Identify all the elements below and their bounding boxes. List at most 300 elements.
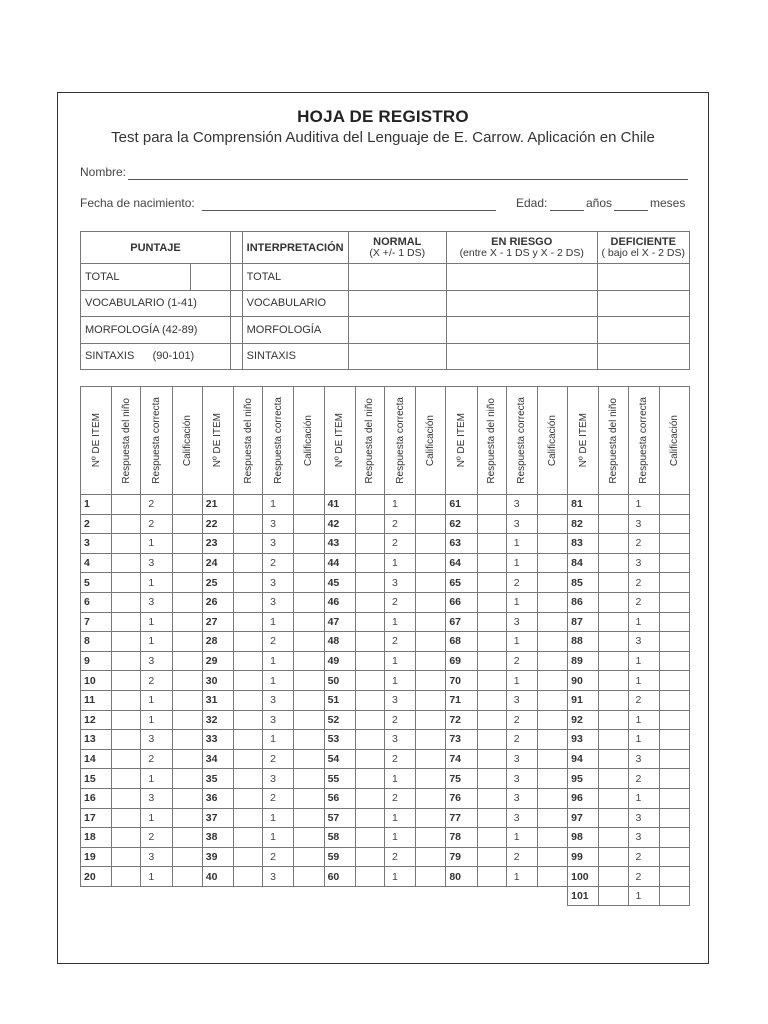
score-cell[interactable] xyxy=(416,632,446,652)
child-answer-cell[interactable] xyxy=(355,828,384,848)
table-row xyxy=(81,651,690,671)
child-answer-cell[interactable] xyxy=(112,671,141,691)
score-cell[interactable] xyxy=(537,573,567,593)
score-cell[interactable] xyxy=(172,671,202,691)
correct-answer: 3 xyxy=(263,769,294,789)
item-number: 92 xyxy=(568,710,599,730)
child-answer-cell[interactable] xyxy=(355,573,384,593)
item-number: 72 xyxy=(446,710,477,730)
score-cell[interactable] xyxy=(537,828,567,848)
item-number: 87 xyxy=(568,612,599,632)
child-answer-cell[interactable] xyxy=(112,808,141,828)
child-answer-cell[interactable] xyxy=(477,651,506,671)
score-cell[interactable] xyxy=(659,495,689,515)
empty-cell xyxy=(416,886,446,906)
score-cell[interactable] xyxy=(172,788,202,808)
child-answer-cell[interactable] xyxy=(233,808,262,828)
score-cell[interactable] xyxy=(537,592,567,612)
child-answer-cell[interactable] xyxy=(233,514,262,534)
correct-answer: 3 xyxy=(141,788,172,808)
item-number: 45 xyxy=(324,573,355,593)
score-cell[interactable] xyxy=(659,886,689,906)
item-number: 5 xyxy=(81,573,112,593)
deficiente-cell[interactable] xyxy=(597,264,690,291)
score-cell[interactable] xyxy=(172,749,202,769)
child-answer-cell[interactable] xyxy=(355,553,384,573)
child-answer-cell[interactable] xyxy=(599,886,628,906)
score-cell[interactable] xyxy=(294,808,324,828)
correct-answer: 3 xyxy=(506,612,537,632)
child-answer-cell[interactable] xyxy=(233,553,262,573)
child-answer-cell[interactable] xyxy=(112,534,141,554)
score-cell[interactable] xyxy=(659,612,689,632)
child-answer-cell[interactable] xyxy=(112,769,141,789)
child-answer-cell[interactable] xyxy=(599,514,628,534)
child-answer-cell[interactable] xyxy=(355,769,384,789)
score-cell[interactable] xyxy=(172,710,202,730)
correct-answer: 3 xyxy=(263,690,294,710)
riesgo-label: EN RIESGO xyxy=(491,235,553,248)
nombre-field[interactable] xyxy=(128,179,688,180)
meses-label: meses xyxy=(650,196,686,210)
column-header xyxy=(628,387,659,495)
score-cell[interactable] xyxy=(537,788,567,808)
score-cell[interactable] xyxy=(172,534,202,554)
score-cell[interactable] xyxy=(537,847,567,867)
child-answer-cell[interactable] xyxy=(599,788,628,808)
child-answer-cell[interactable] xyxy=(112,651,141,671)
edad-anos-field[interactable] xyxy=(550,210,584,211)
item-number: 61 xyxy=(446,495,477,515)
score-cell[interactable] xyxy=(659,592,689,612)
score-cell[interactable] xyxy=(659,671,689,691)
score-cell[interactable] xyxy=(294,632,324,652)
score-cell[interactable] xyxy=(659,690,689,710)
score-cell[interactable] xyxy=(416,573,446,593)
child-answer-cell[interactable] xyxy=(477,730,506,750)
score-cell[interactable] xyxy=(537,534,567,554)
score-cell[interactable] xyxy=(172,651,202,671)
child-answer-cell[interactable] xyxy=(355,671,384,691)
child-answer-cell[interactable] xyxy=(233,730,262,750)
item-number: 9 xyxy=(81,651,112,671)
child-answer-cell[interactable] xyxy=(112,749,141,769)
riesgo-range: (entre X - 1 DS y X - 2 DS) xyxy=(459,246,584,259)
score-cell[interactable] xyxy=(537,495,567,515)
column-header-label: Respuesta del niño xyxy=(607,397,619,484)
score-cell[interactable] xyxy=(172,769,202,789)
correct-answer: 1 xyxy=(263,671,294,691)
score-cell[interactable] xyxy=(172,495,202,515)
score-cell[interactable] xyxy=(294,651,324,671)
child-answer-cell[interactable] xyxy=(233,632,262,652)
child-answer-cell[interactable] xyxy=(112,730,141,750)
score-cell[interactable] xyxy=(294,847,324,867)
child-answer-cell[interactable] xyxy=(112,690,141,710)
child-answer-cell[interactable] xyxy=(477,592,506,612)
child-answer-cell[interactable] xyxy=(355,632,384,652)
score-cell[interactable] xyxy=(294,730,324,750)
normal-cell[interactable] xyxy=(348,264,446,291)
score-cell[interactable] xyxy=(294,788,324,808)
score-cell[interactable] xyxy=(416,553,446,573)
score-cell[interactable] xyxy=(659,788,689,808)
child-answer-cell[interactable] xyxy=(355,710,384,730)
child-answer-cell[interactable] xyxy=(112,612,141,632)
normal-cell[interactable] xyxy=(348,290,446,317)
child-answer-cell[interactable] xyxy=(477,534,506,554)
score-cell[interactable] xyxy=(416,514,446,534)
score-cell[interactable] xyxy=(537,867,567,887)
score-cell[interactable] xyxy=(172,553,202,573)
score-cell[interactable] xyxy=(659,710,689,730)
correct-answer: 3 xyxy=(141,651,172,671)
child-answer-cell[interactable] xyxy=(599,612,628,632)
child-answer-cell[interactable] xyxy=(477,867,506,887)
empty-cell xyxy=(172,886,202,906)
child-answer-cell[interactable] xyxy=(233,651,262,671)
child-answer-cell[interactable] xyxy=(233,573,262,593)
item-number: 10 xyxy=(81,671,112,691)
child-answer-cell[interactable] xyxy=(112,710,141,730)
child-answer-cell[interactable] xyxy=(599,573,628,593)
child-answer-cell[interactable] xyxy=(599,651,628,671)
score-cell[interactable] xyxy=(416,710,446,730)
item-number: 31 xyxy=(202,690,233,710)
score-cell[interactable] xyxy=(294,828,324,848)
score-cell[interactable] xyxy=(659,534,689,554)
item-number: 35 xyxy=(202,769,233,789)
child-answer-cell[interactable] xyxy=(477,612,506,632)
child-answer-cell[interactable] xyxy=(355,808,384,828)
column-header-label: Respuesta del niño xyxy=(242,397,254,484)
score-cell[interactable] xyxy=(659,749,689,769)
correct-answer: 1 xyxy=(506,671,537,691)
score-cell[interactable] xyxy=(659,828,689,848)
child-answer-cell[interactable] xyxy=(599,534,628,554)
score-value-cell[interactable] xyxy=(191,264,231,291)
score-cell[interactable] xyxy=(294,553,324,573)
page-title: HOJA DE REGISTRO xyxy=(297,107,469,126)
child-answer-cell[interactable] xyxy=(599,592,628,612)
item-number: 71 xyxy=(446,690,477,710)
column-header xyxy=(599,387,628,495)
score-cell[interactable] xyxy=(416,730,446,750)
riesgo-cell[interactable] xyxy=(446,290,597,317)
item-number: 55 xyxy=(324,769,355,789)
child-answer-cell[interactable] xyxy=(477,573,506,593)
score-cell[interactable] xyxy=(294,534,324,554)
score-cell[interactable] xyxy=(294,749,324,769)
score-cell[interactable] xyxy=(659,553,689,573)
score-cell[interactable] xyxy=(659,769,689,789)
correct-answer: 1 xyxy=(263,730,294,750)
score-cell[interactable] xyxy=(537,808,567,828)
score-cell[interactable] xyxy=(294,690,324,710)
score-cell[interactable] xyxy=(294,867,324,887)
correct-answer: 2 xyxy=(263,847,294,867)
score-cell[interactable] xyxy=(537,710,567,730)
child-answer-cell[interactable] xyxy=(355,592,384,612)
score-cell[interactable] xyxy=(172,808,202,828)
item-number: 100 xyxy=(568,867,599,887)
score-cell[interactable] xyxy=(659,632,689,652)
child-answer-cell[interactable] xyxy=(477,769,506,789)
item-number: 68 xyxy=(446,632,477,652)
child-answer-cell[interactable] xyxy=(233,749,262,769)
child-answer-cell[interactable] xyxy=(233,867,262,887)
child-answer-cell[interactable] xyxy=(599,808,628,828)
child-answer-cell[interactable] xyxy=(112,788,141,808)
child-answer-cell[interactable] xyxy=(599,710,628,730)
correct-answer: 1 xyxy=(141,690,172,710)
score-cell[interactable] xyxy=(416,808,446,828)
column-header-label: Respuesta correcta xyxy=(638,397,650,484)
correct-answer: 2 xyxy=(384,710,415,730)
score-cell[interactable] xyxy=(294,612,324,632)
item-number: 94 xyxy=(568,749,599,769)
riesgo-cell[interactable] xyxy=(446,317,597,344)
score-cell[interactable] xyxy=(659,808,689,828)
child-answer-cell[interactable] xyxy=(477,690,506,710)
score-cell[interactable] xyxy=(416,534,446,554)
item-number: 24 xyxy=(202,553,233,573)
normal-cell[interactable] xyxy=(348,343,446,370)
score-cell[interactable] xyxy=(537,651,567,671)
child-answer-cell[interactable] xyxy=(233,612,262,632)
riesgo-cell[interactable] xyxy=(446,264,597,291)
item-number: 63 xyxy=(446,534,477,554)
correct-answer: 1 xyxy=(628,710,659,730)
child-answer-cell[interactable] xyxy=(599,690,628,710)
riesgo-cell[interactable] xyxy=(446,343,597,370)
edad-meses-field[interactable] xyxy=(614,210,648,211)
item-number: 66 xyxy=(446,592,477,612)
child-answer-cell[interactable] xyxy=(599,671,628,691)
fecha-field[interactable] xyxy=(202,210,496,211)
column-header-label: Respuesta correcta xyxy=(150,397,162,484)
score-cell[interactable] xyxy=(659,514,689,534)
score-cell[interactable] xyxy=(537,690,567,710)
correct-answer: 3 xyxy=(628,749,659,769)
item-number: 33 xyxy=(202,730,233,750)
empty-cell xyxy=(294,886,324,906)
child-answer-cell[interactable] xyxy=(477,514,506,534)
child-answer-cell[interactable] xyxy=(355,847,384,867)
child-answer-cell[interactable] xyxy=(233,671,262,691)
child-answer-cell[interactable] xyxy=(477,632,506,652)
child-answer-cell[interactable] xyxy=(477,553,506,573)
score-cell[interactable] xyxy=(416,769,446,789)
score-cell[interactable] xyxy=(537,553,567,573)
child-answer-cell[interactable] xyxy=(599,867,628,887)
child-answer-cell[interactable] xyxy=(112,867,141,887)
score-cell[interactable] xyxy=(537,612,567,632)
table-row xyxy=(81,828,690,848)
child-answer-cell[interactable] xyxy=(355,534,384,554)
child-answer-cell[interactable] xyxy=(112,573,141,593)
child-answer-cell[interactable] xyxy=(599,495,628,515)
item-number: 50 xyxy=(324,671,355,691)
score-cell[interactable] xyxy=(294,710,324,730)
score-cell[interactable] xyxy=(416,828,446,848)
score-cell[interactable] xyxy=(537,730,567,750)
score-cell[interactable] xyxy=(659,730,689,750)
child-answer-cell[interactable] xyxy=(233,828,262,848)
child-answer-cell[interactable] xyxy=(233,847,262,867)
child-answer-cell[interactable] xyxy=(112,553,141,573)
normal-label: NORMAL xyxy=(373,235,422,248)
child-answer-cell[interactable] xyxy=(112,495,141,515)
column-header xyxy=(202,387,233,495)
score-cell[interactable] xyxy=(294,671,324,691)
correct-answer: 2 xyxy=(141,514,172,534)
child-answer-cell[interactable] xyxy=(477,847,506,867)
child-answer-cell[interactable] xyxy=(599,632,628,652)
score-cell[interactable] xyxy=(659,573,689,593)
column-header xyxy=(263,387,294,495)
item-number: 52 xyxy=(324,710,355,730)
deficiente-cell[interactable] xyxy=(597,290,690,317)
score-cell[interactable] xyxy=(172,632,202,652)
child-answer-cell[interactable] xyxy=(355,612,384,632)
child-answer-cell[interactable] xyxy=(477,710,506,730)
correct-answer: 1 xyxy=(384,495,415,515)
child-answer-cell[interactable] xyxy=(477,808,506,828)
score-cell[interactable] xyxy=(294,495,324,515)
child-answer-cell[interactable] xyxy=(112,847,141,867)
child-answer-cell[interactable] xyxy=(599,730,628,750)
child-answer-cell[interactable] xyxy=(355,867,384,887)
empty-cell xyxy=(446,886,477,906)
score-cell[interactable] xyxy=(172,828,202,848)
child-answer-cell[interactable] xyxy=(477,749,506,769)
child-answer-cell[interactable] xyxy=(233,690,262,710)
score-cell[interactable] xyxy=(416,612,446,632)
item-number: 16 xyxy=(81,788,112,808)
column-header-label: Respuesta del niño xyxy=(364,397,376,484)
item-number: 27 xyxy=(202,612,233,632)
child-answer-cell[interactable] xyxy=(112,592,141,612)
correct-answer: 3 xyxy=(628,632,659,652)
column-header-label: Calificación xyxy=(547,414,559,467)
child-answer-cell[interactable] xyxy=(599,553,628,573)
score-cell[interactable] xyxy=(172,690,202,710)
child-answer-cell[interactable] xyxy=(599,847,628,867)
item-number: 93 xyxy=(568,730,599,750)
correct-answer: 2 xyxy=(141,828,172,848)
score-cell[interactable] xyxy=(537,749,567,769)
score-cell[interactable] xyxy=(172,592,202,612)
child-answer-cell[interactable] xyxy=(233,592,262,612)
child-answer-cell[interactable] xyxy=(112,514,141,534)
score-cell[interactable] xyxy=(659,867,689,887)
score-cell[interactable] xyxy=(537,671,567,691)
score-cell[interactable] xyxy=(416,788,446,808)
child-answer-cell[interactable] xyxy=(599,749,628,769)
score-cell[interactable] xyxy=(172,573,202,593)
correct-answer: 1 xyxy=(384,671,415,691)
child-answer-cell[interactable] xyxy=(112,632,141,652)
correct-answer: 3 xyxy=(263,534,294,554)
child-answer-cell[interactable] xyxy=(355,514,384,534)
correct-answer: 3 xyxy=(628,828,659,848)
empty-cell xyxy=(384,886,415,906)
child-answer-cell[interactable] xyxy=(355,495,384,515)
item-number: 88 xyxy=(568,632,599,652)
child-answer-cell[interactable] xyxy=(233,495,262,515)
correct-answer: 1 xyxy=(384,769,415,789)
score-cell[interactable] xyxy=(172,612,202,632)
child-answer-cell[interactable] xyxy=(233,534,262,554)
score-cell[interactable] xyxy=(416,671,446,691)
child-answer-cell[interactable] xyxy=(599,769,628,789)
child-answer-cell[interactable] xyxy=(355,690,384,710)
score-cell[interactable] xyxy=(416,867,446,887)
score-cell[interactable] xyxy=(294,573,324,593)
score-cell[interactable] xyxy=(416,749,446,769)
score-cell[interactable] xyxy=(416,592,446,612)
column-header xyxy=(446,387,477,495)
deficiente-cell[interactable] xyxy=(597,343,690,370)
child-answer-cell[interactable] xyxy=(355,788,384,808)
score-cell[interactable] xyxy=(294,592,324,612)
item-number: 39 xyxy=(202,847,233,867)
score-cell[interactable] xyxy=(416,847,446,867)
child-answer-cell[interactable] xyxy=(112,828,141,848)
child-answer-cell[interactable] xyxy=(233,710,262,730)
interpretacion-header: INTERPRETACIÓN xyxy=(242,232,348,264)
child-answer-cell[interactable] xyxy=(233,769,262,789)
child-answer-cell[interactable] xyxy=(599,828,628,848)
score-cell[interactable] xyxy=(659,847,689,867)
score-cell[interactable] xyxy=(416,651,446,671)
item-number: 2 xyxy=(81,514,112,534)
score-cell[interactable] xyxy=(416,495,446,515)
table-row xyxy=(81,867,690,887)
child-answer-cell[interactable] xyxy=(477,828,506,848)
score-cell[interactable] xyxy=(416,690,446,710)
child-answer-cell[interactable] xyxy=(233,788,262,808)
table-row xyxy=(81,592,690,612)
child-answer-cell[interactable] xyxy=(355,730,384,750)
empty-cell xyxy=(263,886,294,906)
score-cell[interactable] xyxy=(172,730,202,750)
normal-cell[interactable] xyxy=(348,317,446,344)
child-answer-cell[interactable] xyxy=(355,651,384,671)
score-cell[interactable] xyxy=(172,847,202,867)
child-answer-cell[interactable] xyxy=(355,749,384,769)
score-cell[interactable] xyxy=(172,867,202,887)
score-cell[interactable] xyxy=(172,514,202,534)
score-cell[interactable] xyxy=(294,769,324,789)
score-cell[interactable] xyxy=(659,651,689,671)
child-answer-cell[interactable] xyxy=(477,788,506,808)
score-cell[interactable] xyxy=(294,514,324,534)
correct-answer: 1 xyxy=(141,808,172,828)
score-cell[interactable] xyxy=(537,632,567,652)
child-answer-cell[interactable] xyxy=(477,495,506,515)
empty-cell xyxy=(141,886,172,906)
item-number: 4 xyxy=(81,553,112,573)
item-number: 32 xyxy=(202,710,233,730)
item-number: 17 xyxy=(81,808,112,828)
deficiente-cell[interactable] xyxy=(597,317,690,344)
score-cell[interactable] xyxy=(537,514,567,534)
child-answer-cell[interactable] xyxy=(477,671,506,691)
correct-answer: 3 xyxy=(263,592,294,612)
score-cell[interactable] xyxy=(537,769,567,789)
